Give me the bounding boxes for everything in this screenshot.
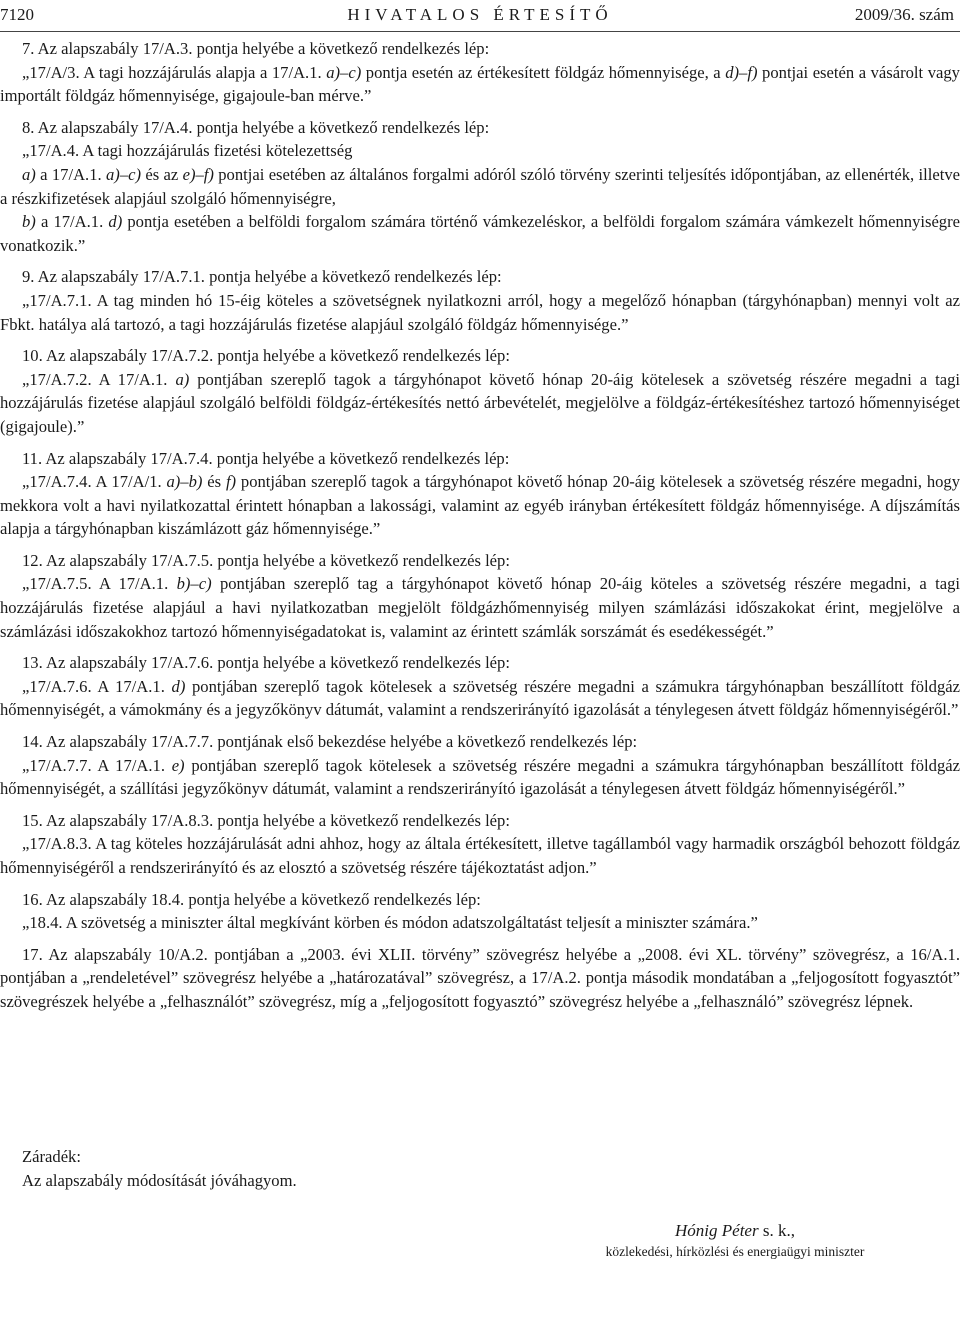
amendment-heading: 15. Az alapszabály 17/A.8.3. pontja helyébe a következő rendelkezés lép: (22, 810, 510, 830)
signatory-role: közlekedési, hírközlési és energiaügyi miniszter (605, 1244, 865, 1259)
amendment-text (0, 943, 960, 1014)
text-run: „17/A.7.6. A 17/A.1. (22, 676, 172, 696)
amendment-text (0, 289, 960, 336)
amendment-item (0, 116, 960, 258)
text-run: „18.4. A szövetség a miniszter által megkívánt körben és módon adatszolgáltatást teljesít a miniszter számára.” (22, 913, 758, 933)
amendment-text (0, 61, 960, 108)
text-run: „17/A.7.7. A 17/A.1. (22, 755, 172, 775)
issue-number: 2009/36. szám (854, 5, 954, 24)
text-run: „17/A.8.3. A tag köteles hozzájárulását adni ahhoz, hogy az általa értékesített, illetve tagállamból vagy harmadik országból behozott földgáz hőmennyiségéről a rendszerirányító és az elosztó a szövetség részére tájékoztatást adjon.” (0, 834, 960, 877)
amendment-item (0, 809, 960, 880)
text-run: pontjában szereplő tagok kötelesek a szövetség részére megadni a számukra tárgyhónapban beszállított földgáz hőmennyiségét, a vámokmány és a jegyzőkönyv dátumát, valamint a rendszerirányító igazolását a ténylegesen átvett földgáz hőmennyiségéről.” (0, 676, 960, 720)
text-run: a 17/A.1. (35, 164, 106, 184)
amendment-text (0, 832, 960, 879)
amendment-text (0, 368, 960, 439)
point-reference: d)–f) (725, 62, 758, 82)
text-run: „17/A.7.4. A 17/A/1. (22, 472, 167, 492)
amendment-text (0, 754, 960, 801)
text-run: pontjai esetén a vásárolt vagy importált földgáz hőmennyisége, gigajoule-ban mérve.” (0, 62, 960, 106)
text-run: pontja esetében a belföldi forgalom számára történő vámkezeléskor, a belföldi forgalom számára vámkezelt hőmennyiségre vonatkozik.” (0, 212, 960, 255)
journal-title: HIVATALOS ÉRTESÍTŐ (347, 5, 613, 24)
point-reference: a)–c) (106, 164, 142, 184)
amendment-item (0, 549, 960, 643)
amendment-text (0, 210, 960, 257)
point-reference: e)–f) (182, 164, 214, 184)
text-run: és (202, 472, 226, 492)
amendment-heading: 16. Az alapszabály 18.4. pontja helyébe a következő rendelkezés lép: (22, 889, 481, 909)
text-run: és az (141, 164, 183, 184)
point-reference: e) (171, 755, 185, 775)
amendment-heading: 13. Az alapszabály 17/A.7.6. pontja helyébe a következő rendelkezés lép: (22, 653, 510, 673)
text-run: „17/A.7.2. A 17/A.1. (22, 369, 176, 389)
point-reference: d) (108, 212, 123, 232)
amendment-item (0, 651, 960, 722)
header-rule (0, 31, 960, 32)
amendment-item (0, 344, 960, 438)
amendment-item (0, 888, 960, 935)
clause-label: Záradék: (22, 1147, 81, 1166)
text-run: „17/A/3. A tagi hozzájárulás alapja a 17/A.1. (22, 62, 327, 82)
signature-block (570, 1220, 900, 1262)
amendment-item (0, 265, 960, 336)
signatory-suffix: s. k., (758, 1221, 795, 1240)
page-number: 7120 (0, 5, 34, 24)
amendment-heading: 7. Az alapszabály 17/A.3. pontja helyébe a következő rendelkezés lép: (22, 39, 490, 58)
amendment-heading: 12. Az alapszabály 17/A.7.5. pontja helyébe a következő rendelkezés lép: (22, 550, 510, 570)
text-run: pontjai esetében az általános forgalmi adóról szóló törvény szerinti teljesítés időpontjában, az ellenérték, illetve a részkifizetések alapjául szolgáló hőmennyiségre, (0, 164, 960, 208)
text-run: pontjában szereplő tagok a tárgyhónapot követő hónap 20-áig kötelesek a szövetség részére megadni, hogy mekkora volt a havi nyilatkozattal érintett hónapban a lakossági, valamint az egyéb irányban értékesített földgáz hőmennyisége. A díjszámítás alapja a tárgyhónapban kiszámlázott gáz hőmennyisége.” (0, 472, 960, 539)
amendment-item (0, 943, 960, 1014)
amendment-item (0, 730, 960, 801)
point-reference: a) (22, 164, 36, 184)
text-run: pontja esetén az értékesített földgáz hőmennyisége, a (361, 62, 726, 82)
text-run: „17/A.7.1. A tag minden hó 15-éig köteles a szövetségnek nyilatkozni arról, hogy a megelőző hónapban (tárgyhónapban) mennyi volt az Fbkt. hatálya alá tartozó, a tagi hozzájárulás fizetése alapjául szolgáló földgáz hőmennyisége.” (0, 290, 960, 334)
text-run: „17/A.4. A tagi hozzájárulás fizetési kötelezettség (22, 141, 353, 161)
text-run: pontjában szereplő tagok a tárgyhónapot követő hónap 20-áig kötelesek a szövetség részére megadni a tagi hozzájárulás fizetése alapjául szolgáló belföldi földgáz-értékesítés nettó árbevételét, megjelölve a földgáz-értékesítéshez tartozó hőmennyiséget (gigajoule).” (0, 369, 960, 436)
amendment-text (0, 139, 960, 163)
amendment-text (0, 572, 960, 643)
point-reference: d) (171, 676, 186, 696)
approval-clause (0, 1145, 960, 1193)
clause-text: Az alapszabály módosítását jóváhagyom. (22, 1171, 297, 1190)
amendment-text (0, 911, 960, 935)
signatory-name-text: Hónig Péter (675, 1221, 759, 1240)
point-reference: b)–c) (176, 574, 212, 594)
point-reference: b) (22, 212, 36, 232)
text-run: 17. Az alapszabály 10/A.2. pontjában a „2003. évi XLII. törvény” szövegrész helyébe a „2008. évi XL. törvény” szövegrész, a 16/A.1. pontjában a „rendeletével” szövegrész helyébe a „határozatával” szövegrész, a 17/A.2. pontja második mondatában a „feljogosított fogyasztót” szövegrészek helyébe a „felhasználót” szövegrész, míg a „feljogosított fogyasztó” szövegrész helyébe a „felhasználó” szövegrész lépnek. (0, 944, 960, 1011)
amendment-heading: 14. Az alapszabály 17/A.7.7. pontjának első bekezdése helyébe a következő rendelkezés lép: (22, 732, 638, 752)
amendment-heading: 11. Az alapszabály 17/A.7.4. pontja helyébe a következő rendelkezés lép: (22, 448, 510, 468)
point-reference: a)–b) (166, 472, 203, 492)
amendments-list (0, 37, 960, 1014)
text-run: pontjában szereplő tag a tárgyhónapot követő hónap 20-áig köteles a szövetség részére megadni, a tagi hozzájárulás fizetése alapjául a havi nyilatkozatban megjelölt földgázhőmennyiség milyen számlázási időszakokat érint, megjelölve a számlázási időszakokhoz tartozó hőmennyiségadatokat is, valamint az érintett számlák sorszámát és esedékességét.” (0, 574, 960, 641)
amendment-text (0, 470, 960, 541)
amendment-item (0, 37, 960, 108)
page-header (0, 4, 960, 30)
text-run: „17/A.7.5. A 17/A.1. (22, 574, 177, 594)
amendment-text (0, 675, 960, 722)
amendment-heading: 8. Az alapszabály 17/A.4. pontja helyébe a következő rendelkezés lép: (22, 117, 490, 137)
point-reference: a) (175, 369, 190, 389)
amendment-text (0, 163, 960, 210)
amendment-item (0, 447, 960, 541)
text-run: a 17/A.1. (35, 212, 109, 232)
signatory-name (570, 1220, 900, 1242)
amendment-heading: 10. Az alapszabály 17/A.7.2. pontja helyébe a következő rendelkezés lép: (22, 346, 510, 366)
point-reference: a)–c) (326, 62, 362, 82)
amendment-heading: 9. Az alapszabály 17/A.7.1. pontja helyébe a következő rendelkezés lép: (22, 267, 502, 287)
point-reference: f) (225, 472, 237, 492)
text-run: pontjában szereplő tagok kötelesek a szövetség részére megadni a számukra tárgyhónapban beszállított földgáz hőmennyiségét, a szállítási jegyzőkönyv dátumát, valamint a rendszerirányító igazolását a ténylegesen átvett földgáz hőmennyiségéről.” (0, 755, 960, 799)
